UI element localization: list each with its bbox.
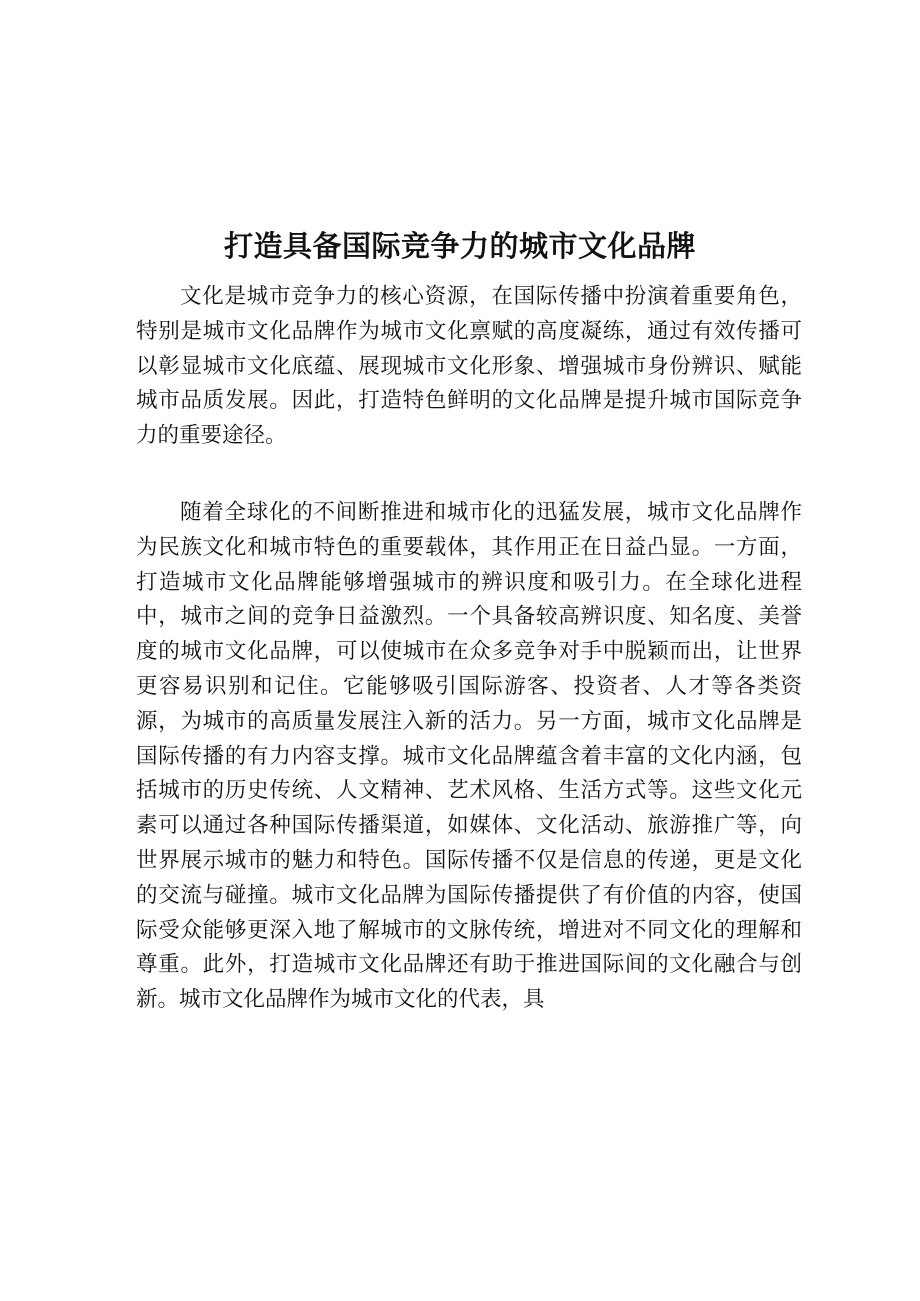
body-paragraph-2: 随着全球化的不间断推进和城市化的迅猛发展，城市文化品牌作为民族文化和城市特色的重要载体，其作用正在日益凸显。一方面，打造城市文化品牌能够增强城市的辨识度和吸引力。在全球化进程中，城市之间的竞争日益激烈。一个具备较高辨识度、知名度、美誉度的城市文化品牌，可以使城市在众多竞争对手中脱颖而出，让世界更容易识别和记住。它能够吸引国际游客、投资者、人才等各类资源，为城市的高质量发展注入新的活力。另一方面，城市文化品牌是国际传播的有力内容支撑。城市文化品牌蕴含着丰富的文化内涵，包括城市的历史传统、人文精神、艺术风格、生活方式等。这些文化元素可以通过各种国际传播渠道，如媒体、文化活动、旅游推广等，向世界展示城市的魅力和特色。国际传播不仅是信息的传递，更是文化的交流与碰撞。城市文化品牌为国际传播提供了有价值的内容，使国际受众能够更深入地了解城市的文脉传统，增进对不同文化的理解和尊重。此外，打造城市文化品牌还有助于推进国际间的文化融合与创新。城市文化品牌作为城市文化的代表，具 (136, 500, 802, 1013)
document-title: 打造具备国际竞争力的城市文化品牌 (223, 229, 696, 263)
body-paragraph-1: 文化是城市竞争力的核心资源，在国际传播中扮演着重要角色，特别是城市文化品牌作为城市文化禀赋的高度凝练，通过有效传播可以彰显城市文化底蕴、展现城市文化形象、增强城市身份辨识、赋能城市品质发展。因此，打造特色鲜明的文化品牌是提升城市国际竞争力的重要途径。 (136, 284, 802, 449)
